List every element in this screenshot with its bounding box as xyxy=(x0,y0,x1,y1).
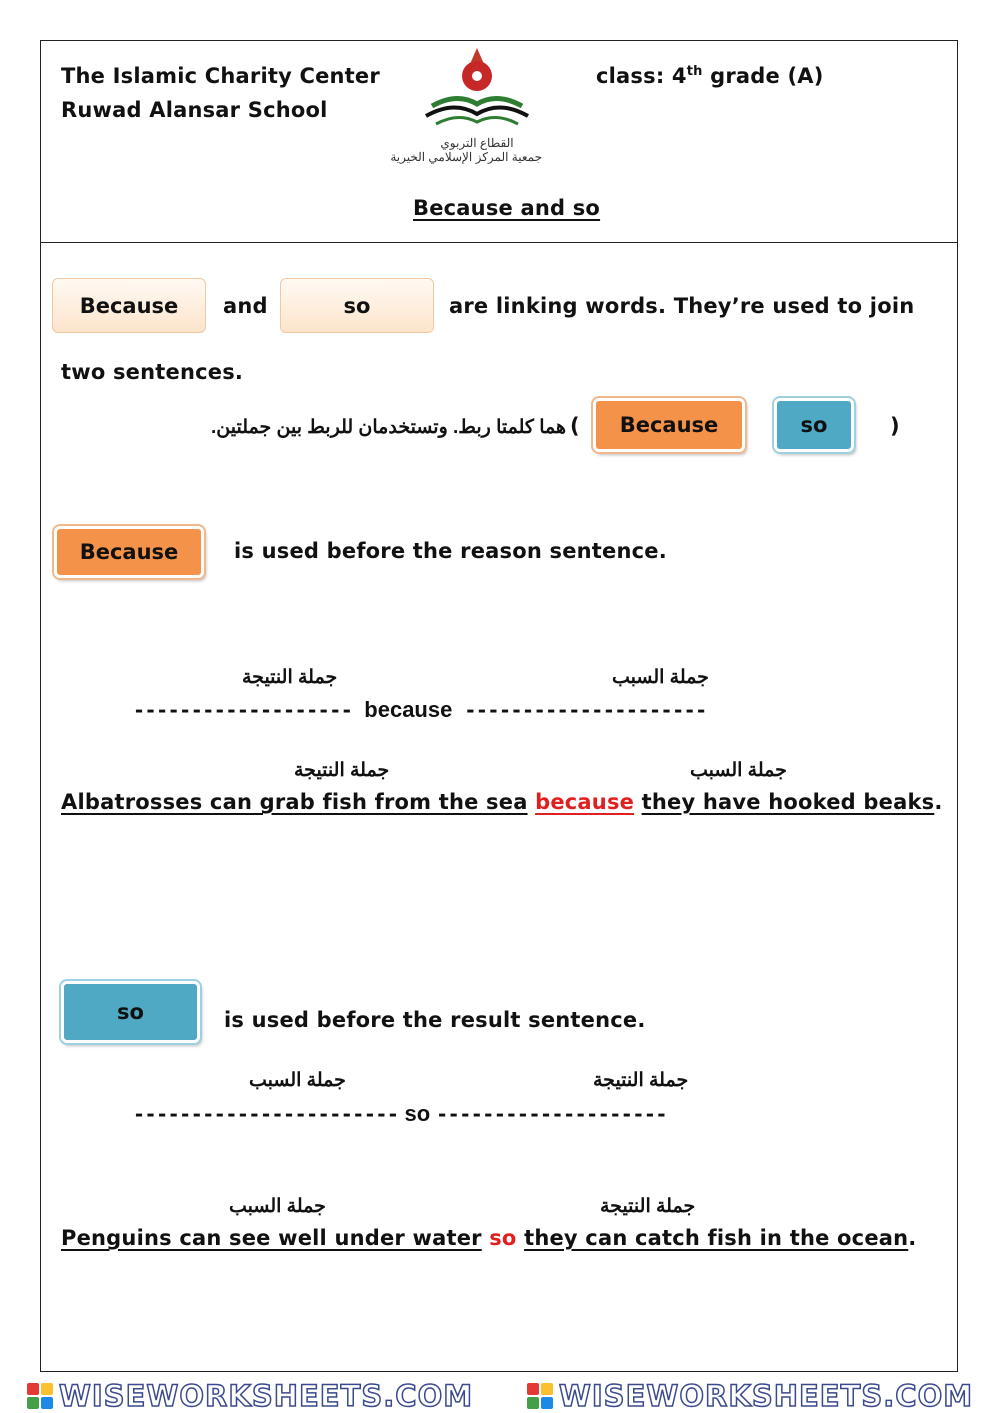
worksheet-title: Because and so xyxy=(413,196,601,220)
so-label-reason: جملة السبب xyxy=(249,1070,346,1091)
so-rule-box: so xyxy=(61,981,200,1043)
so-pattern xyxy=(133,1101,667,1127)
so-example-sentence xyxy=(61,1226,916,1250)
intro-text-line1: are linking words. They’re used to join xyxy=(449,294,915,318)
because-example-label-result: جملة النتيجة xyxy=(294,760,390,781)
because-pattern xyxy=(133,697,707,723)
because-rule-box: Because xyxy=(54,526,204,578)
pattern-dashes-right: -------------------- xyxy=(436,1102,667,1126)
because-label-reason: جملة السبب xyxy=(612,667,709,688)
example-result-clause: they can catch fish in the ocean xyxy=(524,1226,909,1250)
because-example-label-reason: جملة السبب xyxy=(690,760,787,781)
example-reason-clause: they have hooked beaks xyxy=(641,790,935,814)
watermark-1 xyxy=(27,1379,473,1413)
pattern-connector-because: because xyxy=(364,697,453,722)
so-example-label-reason: جملة السبب xyxy=(229,1196,326,1217)
class-prefix: class: 4 xyxy=(596,64,687,88)
and-text: and xyxy=(223,294,268,318)
because-label-result: جملة النتيجة xyxy=(242,667,338,688)
logo-emblem-icon xyxy=(412,44,542,134)
example-reason-clause: Penguins can see well under water xyxy=(61,1226,482,1250)
school-name: Ruwad Alansar School xyxy=(61,98,328,122)
org-name: The Islamic Charity Center xyxy=(61,64,380,88)
because-example-sentence xyxy=(61,790,943,814)
pattern-dashes-left: ----------------------- xyxy=(133,1102,399,1126)
so-label-result: جملة النتيجة xyxy=(593,1070,689,1091)
watermark-text: WISEWORKSHEETS.COM xyxy=(558,1378,974,1413)
paren-open: ( xyxy=(570,414,580,438)
example-period: . xyxy=(934,790,943,814)
so-peach-box: so xyxy=(280,278,434,333)
example-result-clause: Albatrosses can grab fish from the sea xyxy=(61,790,528,814)
so-rule-text: is used before the result sentence. xyxy=(224,1008,646,1032)
watermark-logo-icon xyxy=(527,1383,553,1409)
class-label xyxy=(596,64,824,88)
because-rule-text: is used before the reason sentence. xyxy=(234,539,667,563)
arabic-explanation: هما كلمتا ربط. وتستخدمان للربط بين جملتين. xyxy=(211,417,566,438)
intro-text-line2: two sentences. xyxy=(61,360,244,384)
class-suffix: grade (A) xyxy=(702,64,824,88)
class-sup: th xyxy=(686,64,703,79)
so-blue-box: so xyxy=(774,398,854,452)
school-logo xyxy=(390,44,542,172)
example-connector-because: because xyxy=(535,790,635,814)
example-period: . xyxy=(908,1226,917,1250)
so-example-label-result: جملة النتيجة xyxy=(600,1196,696,1217)
watermark-logo-icon xyxy=(27,1383,53,1409)
logo-text-2: جمعية المركز الإسلامي الخيرية xyxy=(390,150,542,164)
example-connector-so: so xyxy=(489,1226,517,1250)
watermark-2 xyxy=(527,1379,973,1413)
watermark-text: WISEWORKSHEETS.COM xyxy=(58,1378,474,1413)
because-peach-box: Because xyxy=(52,278,206,333)
pattern-connector-so: so xyxy=(404,1101,431,1126)
paren-close: ) xyxy=(890,414,900,438)
because-orange-box: Because xyxy=(593,398,745,452)
pattern-dashes-right: --------------------- xyxy=(464,698,707,722)
pattern-dashes-left: ------------------- xyxy=(133,698,353,722)
logo-text-1: القطاع التربوي xyxy=(440,136,514,150)
footer-watermark-bar xyxy=(0,1378,1000,1413)
header-divider xyxy=(40,242,958,243)
